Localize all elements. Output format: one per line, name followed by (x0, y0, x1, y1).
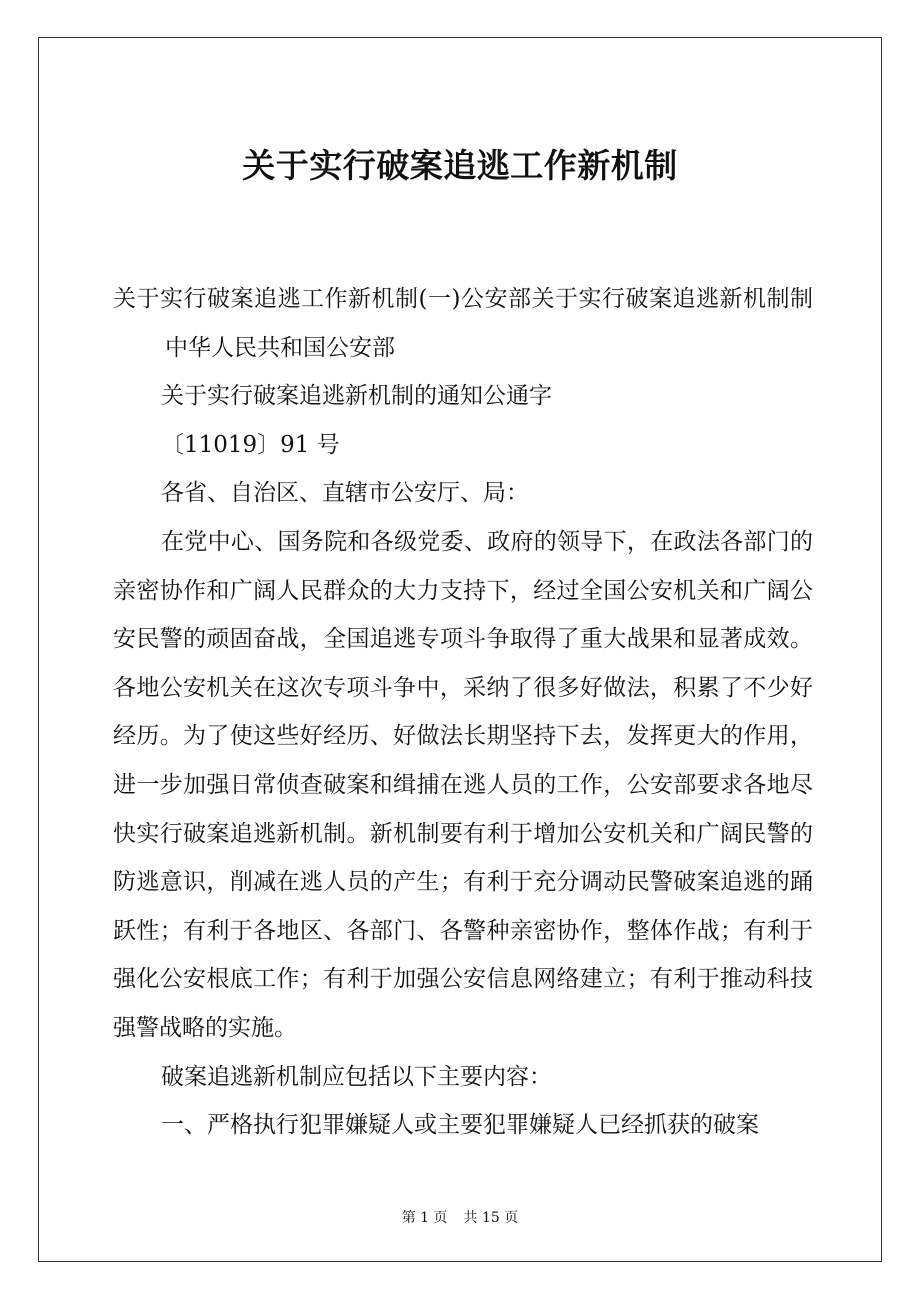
page-total: 共 15 页 (463, 1210, 519, 1226)
page-number: 第 1 页 (401, 1210, 448, 1226)
salutation: 各省、自治区、直辖市公安厅、局： (161, 480, 529, 507)
paragraph-contents-intro: 破案追逃新机制应包括以下主要内容： (161, 1063, 552, 1090)
issuer: 中华人民共和国公安部 (165, 334, 395, 361)
document-title: 关于实行破案追逃工作新机制 (242, 146, 678, 185)
paragraph-item-one: 一、严格执行犯罪嫌疑人或主要犯罪嫌疑人已经抓获的破案 (161, 1112, 759, 1139)
intro-line: 关于实行破案追逃工作新机制(一)公安部关于实行破案追逃新机制 (113, 286, 790, 312)
page-footer (0, 1207, 920, 1227)
document-number: 〔11019〕91 号 (161, 431, 340, 458)
paragraph-main: 在党中心、国务院和各级党委、政府的领导下，在政法各部门的亲密协作和广阔人民群众的大力支持下，经过全国公安机关和广阔公安民警的顽固奋战，全国追逃专项斗争取得了重大战果和显著成效。各地公安机关在这次专项斗争中，采纳了很多好做法，积累了不少好经历。为了使这些好经历、好做法长期坚持下去，发挥更大的作用，进一步加强日常侦查破案和缉捕在逃人员的工作，公安部要求各地尽快实行破案追逃新机制。新机制要有利于增加公安机关和广阔民警的防逃意识，削减在逃人员的产生；有利于充分调动民警破案追逃的踊跃性；有利于各地区、各部门、各警种亲密协作，整体作战；有利于强化公安根底工作；有利于加强公安信息网络建立；有利于推动科技强警战略的实施。 (113, 528, 813, 1041)
intro-tail: 制 (790, 286, 813, 312)
intro-paragraph (113, 275, 813, 372)
document-body (113, 275, 813, 1150)
notice-title: 关于实行破案追逃新机制的通知公通字 (161, 383, 552, 410)
